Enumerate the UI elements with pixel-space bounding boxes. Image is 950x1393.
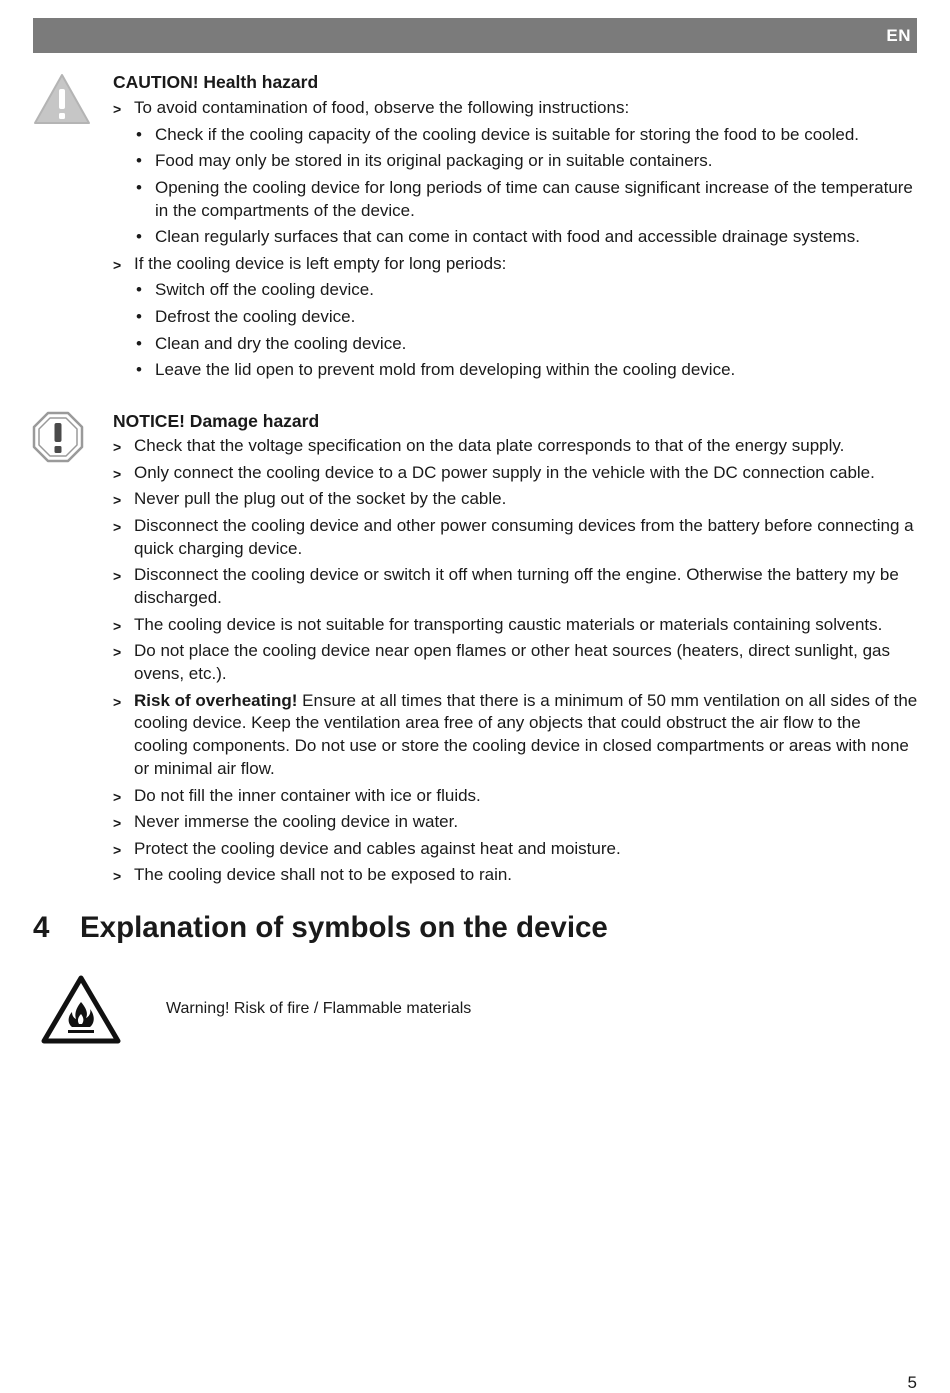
chevron-right-icon: > xyxy=(113,518,122,535)
bullet-icon: • xyxy=(136,280,142,300)
list-item-text: Do not fill the inner container with ice or fluids. xyxy=(134,785,481,805)
notice-list xyxy=(113,435,918,891)
bullet-icon: • xyxy=(136,151,142,171)
notice-heading: NOTICE! Damage hazard xyxy=(113,411,320,431)
sub-item-text: Opening the cooling device for long periods of time can cause significant increase of the temperature in the compartments of the device. xyxy=(155,177,913,220)
sub-item-text: Food may only be stored in its original packaging or in suitable containers. xyxy=(155,151,713,171)
chevron-right-icon: > xyxy=(113,868,122,885)
sub-list-item xyxy=(113,150,918,173)
list-item-text: If the cooling device is left empty for long periods: xyxy=(134,253,507,273)
section-number: 4 xyxy=(33,911,50,944)
list-item-text: To avoid contamination of food, observe the following instructions: xyxy=(134,98,630,117)
caution-list xyxy=(113,97,918,386)
list-item-text: The cooling device shall not to be exposed to rain. xyxy=(134,865,513,885)
page-number: 5 xyxy=(907,1373,917,1392)
caution-heading: CAUTION! Health hazard xyxy=(113,72,319,92)
chevron-right-icon: > xyxy=(113,568,122,585)
sub-list-item xyxy=(113,359,918,382)
sub-item-text: Clean and dry the cooling device. xyxy=(155,333,407,353)
list-item-text: Only connect the cooling device to a DC power supply in the vehicle with the DC connection cable. xyxy=(134,462,875,482)
list-item-text: Protect the cooling device and cables against heat and moisture. xyxy=(134,838,621,858)
caution-warning-triangle-icon xyxy=(32,72,92,126)
list-item-text: Disconnect the cooling device and other power consuming devices from the battery before connecting a quick charging device. xyxy=(134,515,914,558)
list-item xyxy=(113,811,918,834)
list-item xyxy=(113,515,918,561)
language-bar xyxy=(33,18,917,53)
list-item xyxy=(113,462,918,485)
overheating-warning-label: Risk of overheating! xyxy=(134,690,298,710)
sub-item-text: Leave the lid open to prevent mold from developing within the cooling device. xyxy=(155,360,736,380)
list-item-text: Check that the voltage specification on the data plate corresponds to that of the energy supply. xyxy=(134,436,845,455)
list-item xyxy=(113,564,918,610)
sub-item-text: Clean regularly surfaces that can come in contact with food and accessible drainage systems. xyxy=(155,227,860,247)
list-item-text: Disconnect the cooling device or switch it off when turning off the engine. Otherwise the battery my be discharged. xyxy=(134,565,899,607)
sub-list-item xyxy=(113,124,918,147)
bullet-icon: • xyxy=(136,360,142,380)
list-item xyxy=(113,614,918,637)
list-item xyxy=(113,253,918,276)
sub-item-text: Check if the cooling capacity of the cooling device is suitable for storing the food to be cooled. xyxy=(155,124,860,144)
chevron-right-icon: > xyxy=(113,617,122,634)
sub-list-item xyxy=(113,279,918,302)
chevron-right-icon: > xyxy=(113,256,122,273)
chevron-right-icon: > xyxy=(113,492,122,509)
bullet-icon: • xyxy=(136,124,142,144)
list-item-overheating xyxy=(113,690,918,781)
list-item xyxy=(113,838,918,861)
list-item xyxy=(113,785,918,808)
sub-item-text: Switch off the cooling device. xyxy=(155,280,374,300)
list-item-text: Never immerse the cooling device in water. xyxy=(134,812,459,832)
section-title: Explanation of symbols on the device xyxy=(80,911,608,944)
sub-list-item xyxy=(113,177,918,223)
bullet-icon: • xyxy=(136,306,142,326)
bullet-icon: • xyxy=(136,333,142,353)
sub-list-item xyxy=(113,226,918,249)
list-item xyxy=(113,435,918,458)
chevron-right-icon: > xyxy=(113,439,122,455)
list-item xyxy=(113,640,918,686)
list-item-text: Never pull the plug out of the socket by the cable. xyxy=(134,489,507,509)
symbol-description: Warning! Risk of fire / Flammable materials xyxy=(166,1000,472,1017)
flammable-warning-icon xyxy=(40,974,122,1046)
bullet-icon: • xyxy=(136,177,142,197)
sub-item-text: Defrost the cooling device. xyxy=(155,306,356,326)
chevron-right-icon: > xyxy=(113,644,122,661)
list-item-text: Ensure at all times that there is a minimum of 50 mm ventilation on all sides of the cooling device. Keep the ventilation area free of any objects that could obstruct the air flow to the cooling components. Do not use or store the cooling device in closed compartments or areas with none or minimal air flow. xyxy=(134,690,918,778)
list-item xyxy=(113,97,918,120)
chevron-right-icon: > xyxy=(113,465,122,482)
chevron-right-icon: > xyxy=(113,841,122,858)
language-label: EN xyxy=(886,26,911,45)
chevron-right-icon: > xyxy=(113,815,122,832)
notice-exclamation-octagon-icon xyxy=(32,411,84,463)
sub-list-item xyxy=(113,306,918,329)
list-item-text: The cooling device is not suitable for transporting caustic materials or materials containing solvents. xyxy=(134,614,883,634)
list-item-text: Do not place the cooling device near open flames or other heat sources (heaters, direct sunlight, gas ovens, etc.). xyxy=(134,641,890,683)
chevron-right-icon: > xyxy=(113,693,122,710)
list-item xyxy=(113,864,918,887)
chevron-right-icon: > xyxy=(113,788,122,805)
list-item xyxy=(113,488,918,511)
bullet-icon: • xyxy=(136,227,142,247)
sub-list-item xyxy=(113,333,918,356)
chevron-right-icon: > xyxy=(113,101,122,117)
section-heading xyxy=(33,909,608,947)
